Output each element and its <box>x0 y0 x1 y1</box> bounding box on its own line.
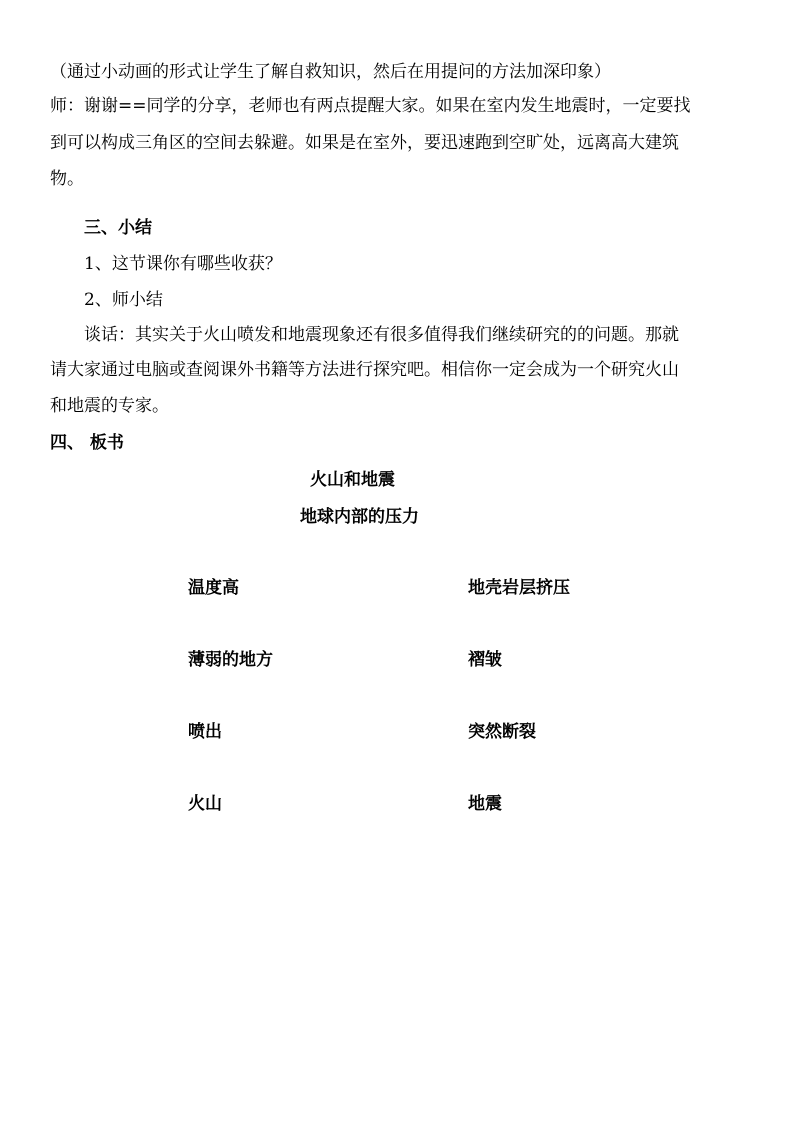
teacher-remark-line-1: 师：谢谢==同学的分享，老师也有两点提醒大家。如果在室内发生地震时，一定要找 <box>50 96 691 116</box>
teacher-remark-line-2: 到可以构成三角区的空间去躲避。如果是在室外，要迅速跑到空旷处，远离高大建筑 <box>50 133 679 153</box>
board-right-item: 褶皱 <box>468 650 502 670</box>
summary-talk-line-2: 请大家通过电脑或查阅课外书籍等方法进行探究吧。相信你一定会成为一个研究火山 <box>50 360 679 380</box>
board-left-item: 薄弱的地方 <box>188 650 273 670</box>
board-left-item: 火山 <box>188 794 222 814</box>
board-right-item: 地壳岩层挤压 <box>468 578 570 598</box>
summary-item-1: 1、这节课你有哪些收获？ <box>84 254 282 274</box>
board-subtitle: 地球内部的压力 <box>300 507 419 527</box>
board-right-item: 突然断裂 <box>468 722 536 742</box>
board-left-item: 温度高 <box>188 578 239 598</box>
teacher-remark-line-3: 物。 <box>50 169 84 189</box>
board-right-item: 地震 <box>468 794 502 814</box>
board-left-item: 喷出 <box>188 722 222 742</box>
intro-note: （通过小动画的形式让学生了解自救知识，然后在用提问的方法加深印象） <box>50 62 611 82</box>
board-title: 火山和地震 <box>310 470 395 490</box>
summary-heading: 三、小结 <box>84 218 152 238</box>
summary-talk-line-3: 和地震的专家。 <box>50 396 169 416</box>
board-heading: 四、 板书 <box>50 433 124 453</box>
summary-item-2: 2、师小结 <box>84 290 163 310</box>
summary-talk-line-1: 谈话：其实关于火山喷发和地震现象还有很多值得我们继续研究的的问题。那就 <box>84 325 679 345</box>
